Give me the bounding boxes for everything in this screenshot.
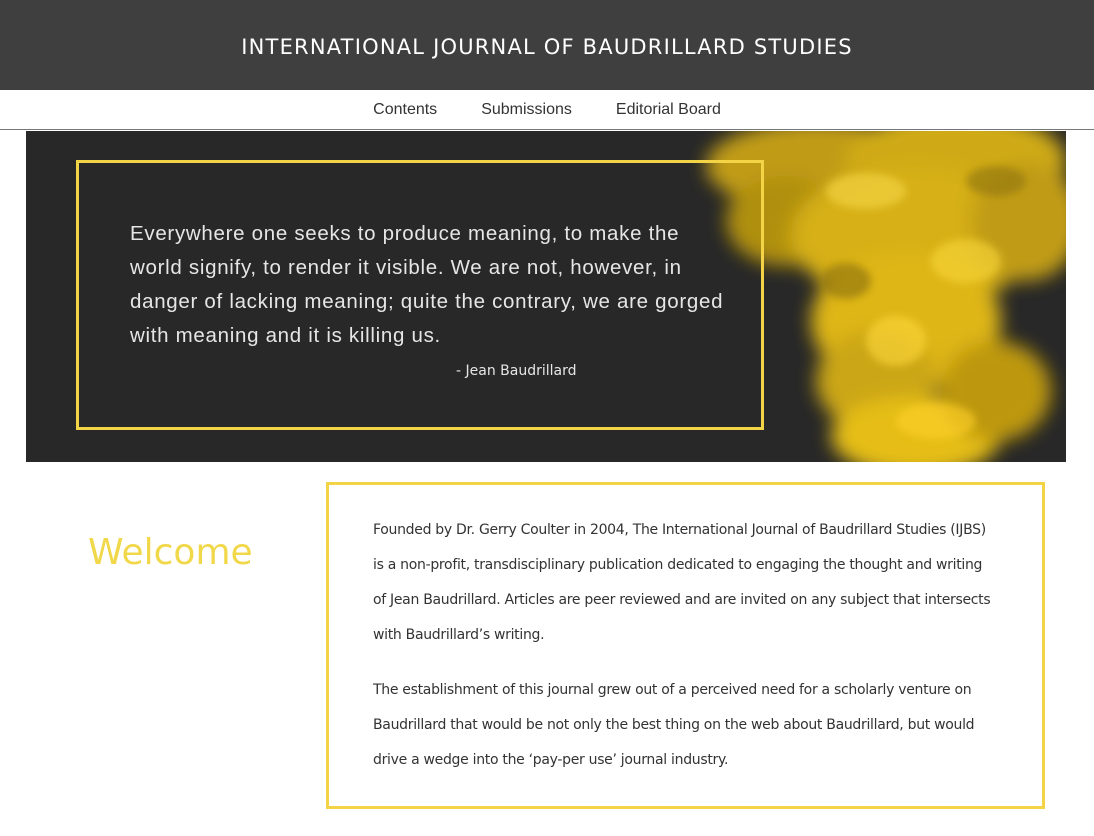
nav-item-editorial-board[interactable]: Editorial Board — [615, 100, 721, 118]
hero-banner — [26, 131, 1066, 462]
nav-item-submissions[interactable]: Submissions — [481, 100, 572, 118]
quote-author: - Jean Baudrillard — [456, 363, 577, 379]
site-header — [0, 0, 1094, 90]
intro-paragraph-establishment: The establishment of this journal grew out of a perceived need for a scholarly venture on Baudrillard that would be not only the best thing on the web about Baudrillard, but would drive a wedge into the ‘pay-per use’ journal industry. — [373, 682, 975, 768]
main-nav — [0, 90, 1094, 130]
intro-box — [326, 482, 1045, 809]
hero-quote: Everywhere one seeks to produce meaning, to make the world signify, to render it visible. We are not, however, in danger of lacking meaning; quite the contrary, we are gorged with meaning and it is killing us. — [130, 222, 724, 347]
site-title-link[interactable]: INTERNATIONAL JOURNAL OF BAUDRILLARD STUDIES — [241, 35, 853, 59]
nav-item-contents[interactable]: Contents — [373, 100, 438, 118]
intro-paragraph-founding: Founded by Dr. Gerry Coulter in 2004, The International Journal of Baudrillard Studies (IJBS) is a non-profit, transdisciplinary publication dedicated to engaging the thought and writing of Jean Baudrillard. Articles are peer reviewed and are invited on any subject that intersects with Baudrillard’s writing. — [373, 522, 991, 643]
welcome-heading: Welcome — [88, 532, 253, 573]
